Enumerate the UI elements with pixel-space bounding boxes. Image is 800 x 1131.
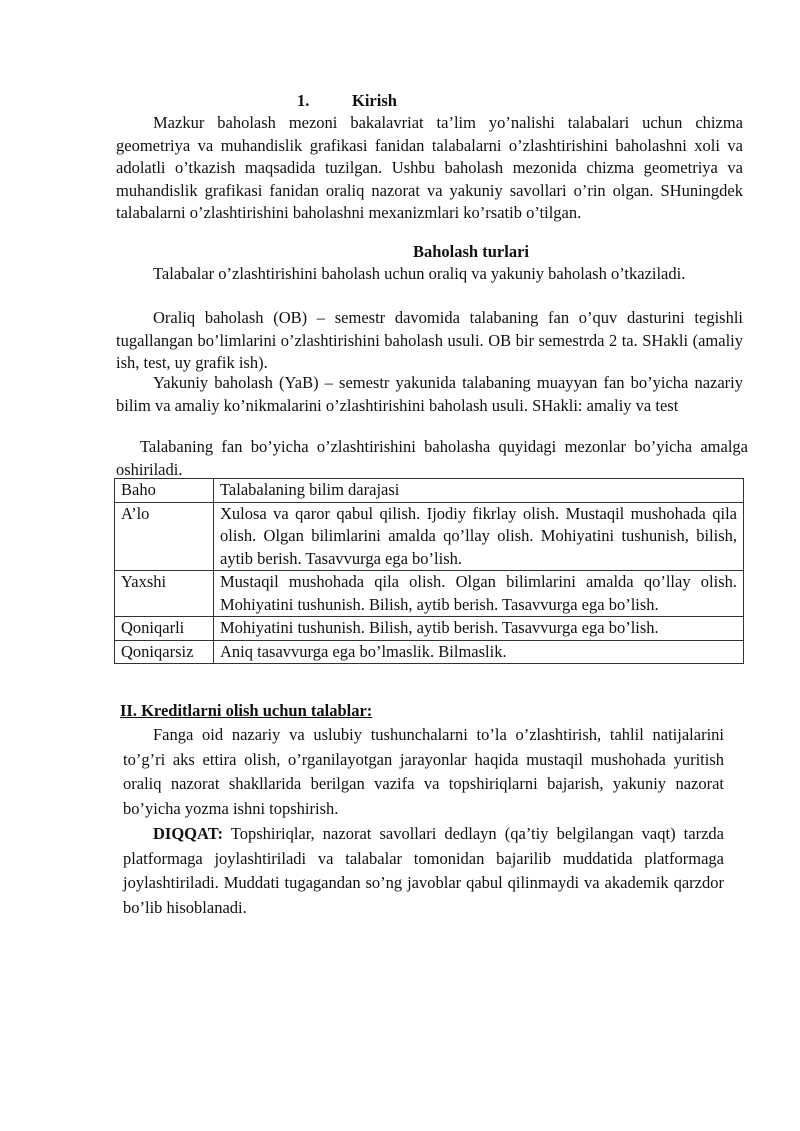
attention-text: Topshiriqlar, nazorat savollari dedlayn (qa’tiy belgilangan vaqt) tarzda platformaga joylashtiriladi va talabalar tomonidan bajarilib muddatida platformaga joylashtiriladi. Muddati tugagandan so’ng javoblar qabul qilinmaydi va akademik qarzdor bo’lib hisoblanadi. <box>123 824 724 917</box>
intro-paragraph: Mazkur baholash mezoni bakalavriat ta’lim yo’nalishi talabalari uchun chizma geometriya va muhandislik grafikasi fanidan talabalarni o’zlashtirishini baholashni xoli va adolatli o’tkazish maqsadida tuzilgan. Ushbu baholash mezonida chizma geometriya va muhandislik grafikasi fanidan oraliq nazorat va yakuniy savollari o’rin olgan. SHuningdek talabalarni o’zlashtirishini baholashni mexanizmlari ko’rsatib o’tilgan. <box>116 113 743 222</box>
assessment-title: Baholash turlari <box>413 242 529 261</box>
intro-title: Kirish <box>352 91 397 110</box>
assessment-paragraph-2: Oraliq baholash (OB) – semestr davomida talabaning fan o’quv dasturini tegishli tugallangan bo’limlarini o’zlashtirishini baholash usuli. OB bir semestrda 2 ta. SHakli (amaliy ish, test, uy grafik ish). <box>116 308 743 372</box>
table-row <box>115 571 744 617</box>
description-cell: Xulosa va qaror qabul qilish. Ijodiy fikrlay olish. Mustaqil mushohada qila olish. Olgan bilimlarini amalda qo’llay olish. Mohiyatini tushunish, bilish, aytib berish. Tasavvurga ega bo’lish. <box>214 502 744 571</box>
table-header-row <box>115 479 744 503</box>
header-knowledge-level: Talabalaning bilim darajasi <box>214 479 744 503</box>
header-grade: Baho <box>115 479 214 503</box>
assessment-paragraph-3: Yakuniy baholash (YaB) – semestr yakunida talabaning muayyan fan bo’yicha nazariy bilim va amaliy ko’nikmalarini o’zlashtirishini baholash usuli. SHakli: amaliy va test <box>116 373 743 415</box>
grade-cell: Yaxshi <box>115 571 214 617</box>
assessment-paragraph-1: Talabalar o’zlashtirishini baholash uchun oraliq va yakuniy baholash o’tkaziladi. <box>153 264 686 283</box>
description-cell: Mustaqil mushohada qila olish. Olgan bilimlarini amalda qo’llay olish. Mohiyatini tushunish. Bilish, aytib berish. Tasavvurga ega bo’lish. <box>214 571 744 617</box>
grades-table <box>114 478 744 664</box>
credits-title: II. Kreditlarni olish uchun talablar: <box>120 701 373 720</box>
attention-paragraph <box>123 822 724 920</box>
intro-number: 1. <box>297 91 310 110</box>
table-row <box>115 617 744 641</box>
table-row <box>115 640 744 664</box>
grade-cell: Qoniqarli <box>115 617 214 641</box>
criteria-intro: Talabaning fan bo’yicha o’zlashtirishini baholasha quyidagi mezonlar bo’yicha amalga oshiriladi. <box>116 437 748 479</box>
grade-cell: Qoniqarsiz <box>115 640 214 664</box>
description-cell: Aniq tasavvurga ega bo’lmaslik. Bilmaslik. <box>214 640 744 664</box>
description-cell: Mohiyatini tushunish. Bilish, aytib berish. Tasavvurga ega bo’lish. <box>214 617 744 641</box>
credits-paragraph: Fanga oid nazariy va uslubiy tushunchalarni to’la o’zlashtirish, tahlil natijalarini to’g’ri aks ettira olish, o’rganilayotgan jarayonlar haqida mustaqil mushohada yuritish oraliq nazorat shakllarida berilgan vazifa va topshiriqlarni bajarish, yakuniy nazorat bo’yicha yozma ishni topshirish. <box>123 725 724 818</box>
table-row <box>115 502 744 571</box>
attention-label: DIQQAT: <box>153 824 223 843</box>
grade-cell: A’lo <box>115 502 214 571</box>
